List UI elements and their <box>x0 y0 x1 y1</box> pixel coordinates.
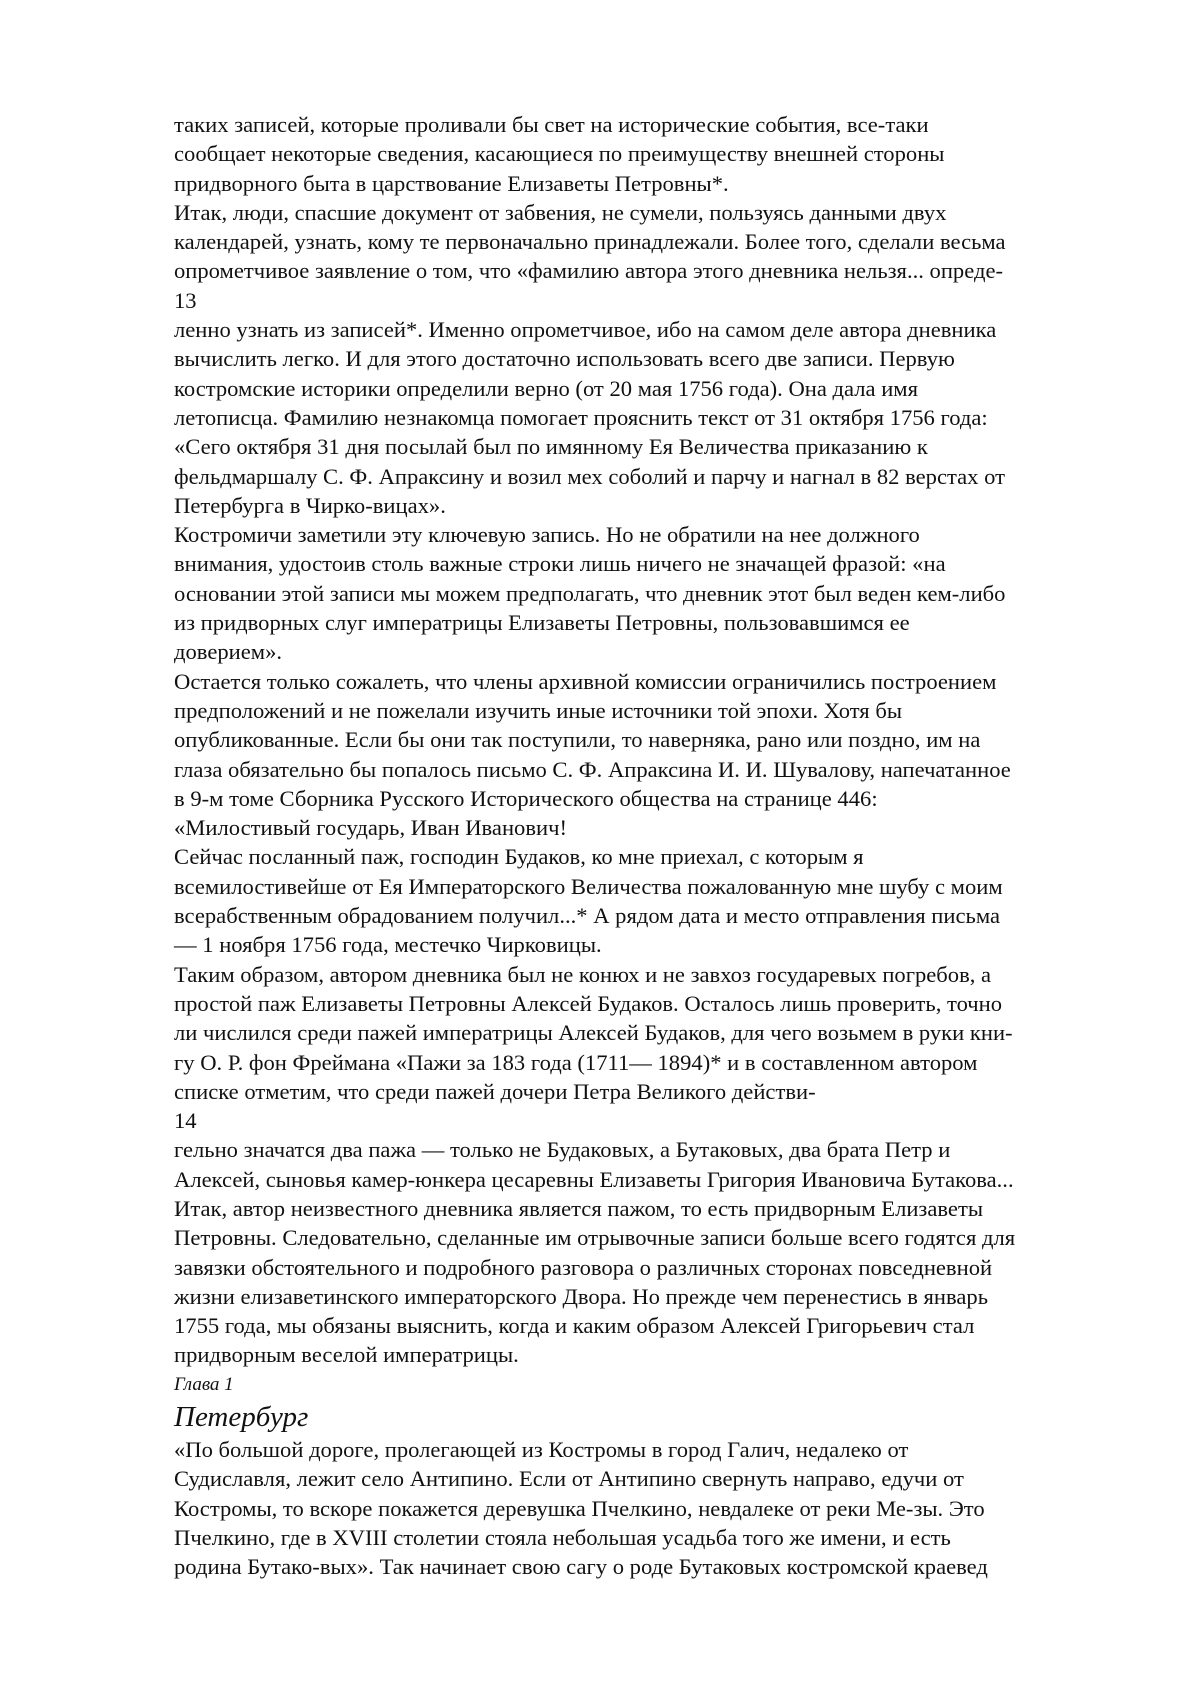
text-line: «Сего октября 31 дня посылай был по имянному Ея Величества приказанию к <box>174 434 928 460</box>
text-block-chapter <box>174 1435 1134 1581</box>
text-line: Итак, автор неизвестного дневника является пажом, то есть придворным Елизаветы <box>174 1195 984 1221</box>
text-line: Костромичи заметили эту ключевую запись. Но не обратили на нее должного <box>174 522 920 548</box>
text-line: летописца. Фамилию незнакомца помогает прояснить текст от 31 октября 1756 года: <box>174 404 988 430</box>
text-line: доверием». <box>174 639 283 665</box>
text-line: основании этой записи мы можем предполагать, что дневник этот был веден кем-либо <box>174 580 1006 606</box>
text-line: придворным веселой императрицы. <box>174 1342 519 1368</box>
text-line: Сейчас посланный паж, господин Будаков, ко мне приехал, с которым я <box>174 844 864 870</box>
text-line: всерабственным обрадованием получил...* А рядом дата и место отправления письма <box>174 903 1000 929</box>
text-line: в 9-м томе Сборника Русского Исторического общества на странице 446: <box>174 785 878 811</box>
text-line: опрометчивое заявление о том, что «фамилию автора этого дневника нельзя... опреде- <box>174 258 1004 284</box>
text-line: простой паж Елизаветы Петровны Алексей Будаков. Осталось лишь проверить, точно <box>174 990 1003 1016</box>
text-line: — 1 ноября 1756 года, местечко Чирковицы. <box>174 932 602 958</box>
chapter-title: Петербург <box>174 1401 309 1434</box>
text-line: календарей, узнать, кому те первоначально принадлежали. Более того, сделали весьма <box>174 229 1006 255</box>
text-line: Судиславля, лежит село Антипино. Если от Антипино свернуть направо, едучи от <box>174 1466 964 1492</box>
text-line: сообщает некоторые сведения, касающиеся по преимуществу внешней стороны <box>174 141 945 167</box>
text-line: придворного быта в царствование Елизаветы Петровны*. <box>174 170 729 196</box>
text-line: «Милостивый государь, Иван Иванович! <box>174 815 567 841</box>
text-line: гу О. Р. фон Фреймана «Пажи за 183 года (1711— 1894)* и в составленном автором <box>174 1049 978 1075</box>
text-line: опубликованные. Если бы они так поступили, то наверняка, рано или поздно, им на <box>174 727 981 753</box>
text-line: Таким образом, автором дневника был не конюх и не завхоз государевых погребов, а <box>174 961 992 987</box>
text-line: Пчелкино, где в XVIII столетии стояла небольшая усадьба того же имени, и есть <box>174 1524 951 1550</box>
text-line: 1755 года, мы обязаны выяснить, когда и каким образом Алексей Григорьевич стал <box>174 1313 975 1339</box>
text-line: Итак, люди, спасшие документ от забвения, не сумели, пользуясь данными двух <box>174 199 947 225</box>
text-line: вычислить легко. И для этого достаточно использовать всего две записи. Первую <box>174 346 955 372</box>
text-line: Петербурга в Чирко-вицах». <box>174 492 446 518</box>
text-line: Костромы, то вскоре покажется деревушка Пчелкино, невдалеке от реки Ме-зы. Это <box>174 1495 985 1521</box>
text-line: внимания, удостоив столь важные строки лишь ничего не значащей фразой: «на <box>174 551 946 577</box>
text-line: ли числился среди пажей императрицы Алексей Будаков, для чего возьмем в руки кни- <box>174 1020 1013 1046</box>
text-line: всемилостивейше от Ея Императорского Величества пожалованную мне шубу с моим <box>174 873 1003 899</box>
chapter-label: Глава 1 <box>174 1373 234 1395</box>
text-block-main <box>174 110 1134 1370</box>
text-line: списке отметим, что среди пажей дочери Петра Великого действи- <box>174 1078 816 1104</box>
text-line: жизни елизаветинского императорского Двора. Но прежде чем перенестись в январь <box>174 1283 988 1309</box>
text-line: Алексей, сыновья камер-юнкера цесаревны Елизаветы Григория Ивановича Бутакова... <box>174 1166 1014 1192</box>
text-line: из придворных слуг императрицы Елизаветы Петровны, пользовавшимся ее <box>174 610 910 636</box>
page-number: 14 <box>174 1108 197 1134</box>
text-line: предположений и не пожелали изучить иные источники той эпохи. Хотя бы <box>174 697 902 723</box>
document-page <box>174 110 1134 1582</box>
text-line: «По большой дороге, пролегающей из Костромы в город Галич, недалеко от <box>174 1437 909 1463</box>
text-line: Остается только сожалеть, что члены архивной комиссии ограничились построением <box>174 668 997 694</box>
text-line: фельдмаршалу С. Ф. Апраксину и возил мех соболий и парчу и нагнал в 82 верстах от <box>174 463 1005 489</box>
text-line: ленно узнать из записей*. Именно опрометчивое, ибо на самом деле автора дневника <box>174 317 997 343</box>
text-line: Петровны. Следовательно, сделанные им отрывочные записи больше всего годятся для <box>174 1225 1016 1251</box>
text-line: костромские историки определили верно (от 20 мая 1756 года). Она дала имя <box>174 375 918 401</box>
text-line: гельно значатся два пажа — только не Будаковых, а Бутаковых, два брата Петр и <box>174 1137 951 1163</box>
text-line: таких записей, которые проливали бы свет на исторические события, все-таки <box>174 112 929 137</box>
text-line: родина Бутако-вых». Так начинает свою сагу о роде Бутаковых костромской краевед <box>174 1554 988 1580</box>
text-line: завязки обстоятельного и подробного разговора о различных сторонах повседневной <box>174 1254 993 1280</box>
page-number: 13 <box>174 287 197 313</box>
text-line: глаза обязательно бы попалось письмо С. Ф. Апраксина И. И. Шувалову, напечатанное <box>174 756 1011 782</box>
